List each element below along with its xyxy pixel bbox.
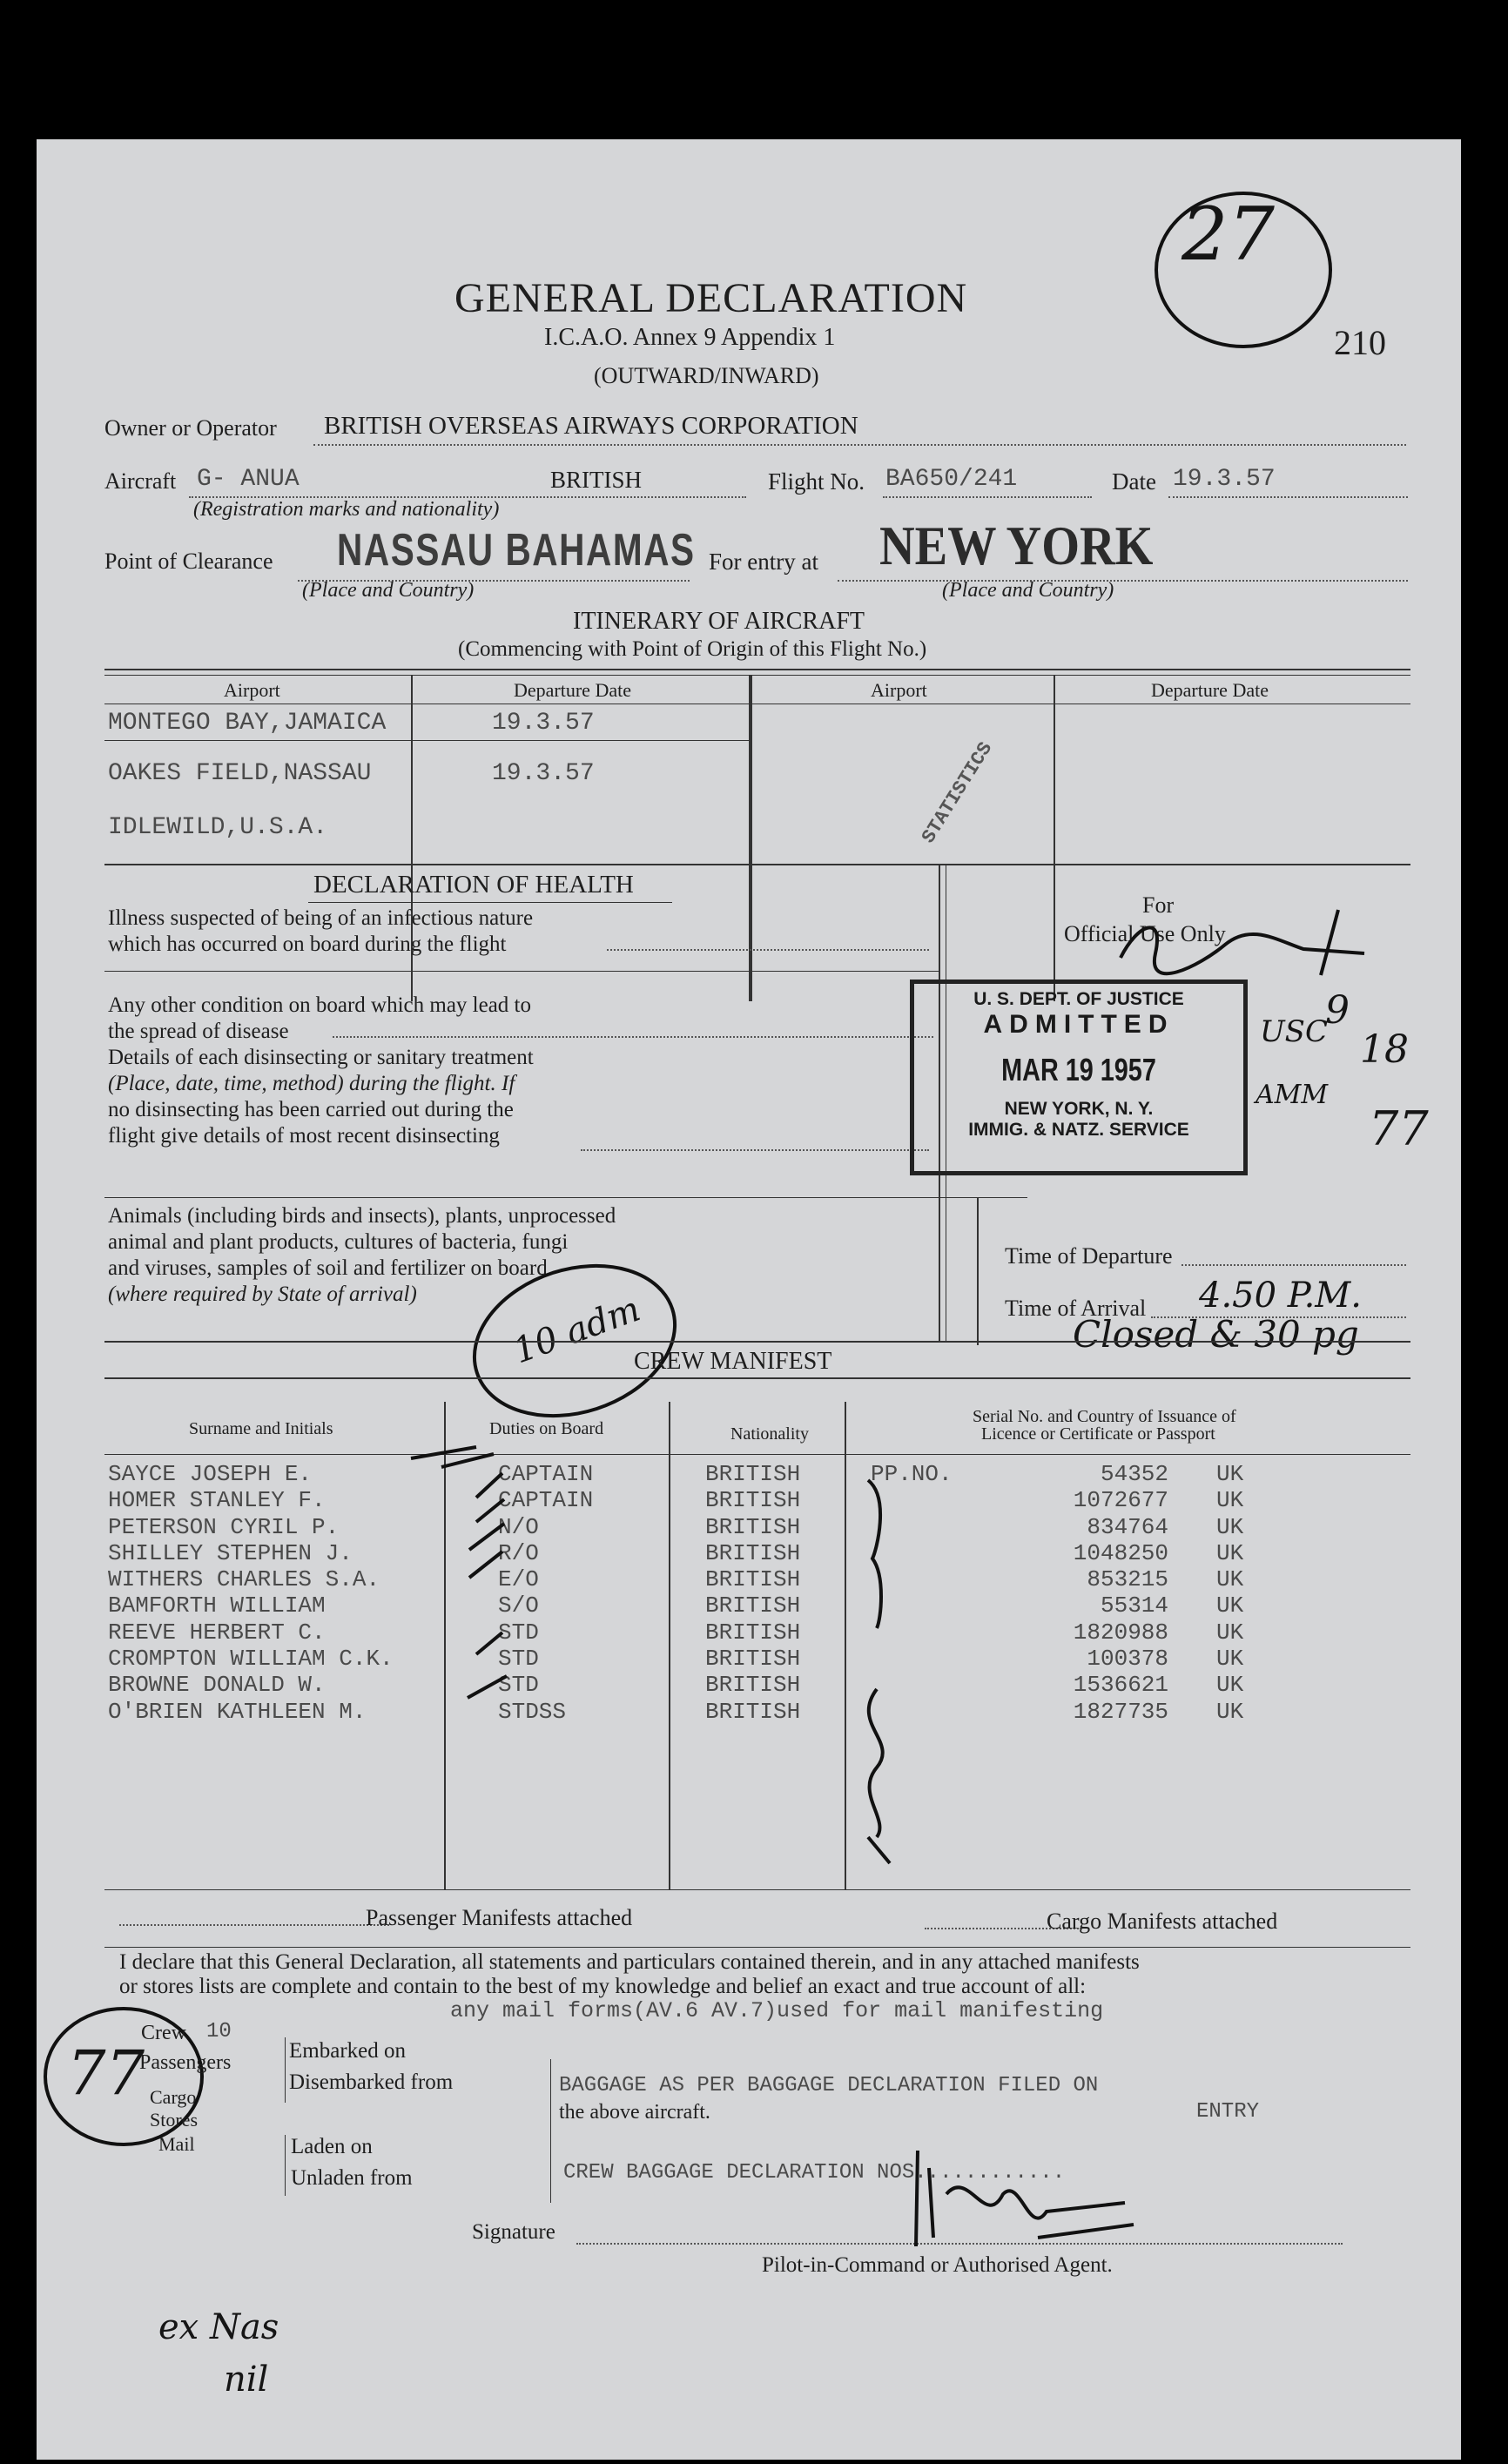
date-dotline [1168,496,1408,498]
baggage-bracket [550,2059,551,2203]
crew-name: O'BRIEN KATHLEEN M. [108,1698,367,1725]
crew-title-rule [104,1377,1410,1379]
itinerary-date-2: 19.3.57 [492,760,595,787]
laden-label: Laden on [291,2135,373,2158]
itinerary-airport-3: IDLEWILD,U.S.A. [108,814,328,841]
embark-bracket [285,2037,286,2103]
health-title: DECLARATION OF HEALTH [313,871,634,899]
disembarked-label: Disembarked from [289,2070,454,2094]
crew-serial: 1820988 [1073,1619,1168,1646]
form-title: GENERAL DECLARATION [454,275,968,321]
official-note-amm: AMM [1256,1080,1329,1110]
passengers-label: Passengers [139,2051,232,2074]
crew-duty: CAPTAIN [498,1487,594,1514]
health-title-underline [308,902,672,903]
form-subtitle: I.C.A.O. Annex 9 Appendix 1 [544,324,836,351]
animals-label: Animals (including birds and insects), plants, unprocessed animal and plant products, cultures of bacteria, fungi and viruses, samples of soil and fertilizer on board (where required by State of arrival) [108,1204,616,1306]
itinerary-header-airport-2: Airport [871,679,927,701]
arrival-handwritten-note: Closed & 30 pg [1073,1313,1359,1356]
crew-count-label: Crew [141,2022,186,2044]
declaration-typed: any mail forms(AV.6 AV.7)used for mail manifesting [450,1998,1104,2023]
entry-value: NEW YORK [879,515,1154,576]
crew-country: UK [1216,1539,1244,1566]
mail-label: Mail [158,2133,195,2155]
itinerary-airport-1: MONTEGO BAY,JAMAICA [108,710,387,737]
crew-nationality: BRITISH [705,1646,801,1673]
crew-header-serial-1: Serial No. and Country of Issuance of [973,1407,1236,1426]
departure-dotline [1181,1264,1406,1266]
statistics-stamp: STATISTICS [918,738,998,848]
owner-label: Owner or Operator [104,415,277,441]
crew-country: UK [1216,1566,1244,1593]
itinerary-header-date-1: Departure Date [514,679,631,701]
departure-time-label: Time of Departure [1005,1243,1173,1269]
itinerary-date-1: 19.3.57 [492,710,595,737]
crew-header-duties: Duties on Board [489,1419,604,1438]
official-note-usc: USC [1260,1014,1328,1049]
crew-duty: STDSS [498,1698,567,1725]
bottom-note-1: ex Nas [158,2307,279,2347]
official-for: For [1142,892,1175,918]
owner-value: BRITISH OVERSEAS AIRWAYS CORPORATION [324,412,858,440]
crew-serial: 1072677 [1073,1487,1168,1514]
clearance-label: Point of Clearance [104,549,273,574]
crew-name: PETERSON CYRIL P. [108,1513,340,1540]
crew-count-value: 10 [206,2020,232,2043]
admitted-stamp: U. S. DEPT. OF JUSTICE ADMITTED MAR 19 1957 NEW YORK, N. Y. IMMIG. & NATZ. SERVICE [910,980,1248,1175]
arrival-time-value: 4.50 P.M. [1199,1276,1362,1316]
declaration-line-2: or stores lists are complete and contain to the best of my knowledge and belief an exact and true account of all: [119,1975,1087,1998]
itinerary-subtitle: (Commencing with Point of Origin of this Flight No.) [458,637,927,661]
baggage-typed: BAGGAGE AS PER BAGGAGE DECLARATION FILED ON [559,2074,1099,2097]
crew-duty: N/O [498,1513,539,1540]
laden-bracket [285,2135,286,2196]
itinerary-title: ITINERARY OF AIRCRAFT [573,608,865,635]
arrival-time-label: Time of Arrival [1005,1296,1147,1321]
manifest-rule [104,1889,1410,1890]
crew-duty: S/O [498,1592,539,1619]
clearance-value: NASSAU BAHAMAS [337,525,696,576]
crew-country: UK [1216,1487,1244,1514]
crew-country: UK [1216,1646,1244,1673]
crew-nationality-column [705,1461,800,1725]
entry-dotline [838,580,1408,582]
crew-nationality: BRITISH [705,1698,801,1725]
crew-serial: 834764 [1087,1513,1168,1540]
crew-names-column [108,1461,394,1725]
crew-header-rule [104,1454,1410,1455]
crew-nationality: BRITISH [705,1487,801,1514]
itinerary-airport-2: OAKES FIELD,NASSAU [108,760,372,787]
crew-serial: 55314 [1100,1592,1168,1619]
passenger-dotline [119,1924,389,1926]
crew-nationality: BRITISH [705,1539,801,1566]
crew-checkmarks [407,1437,520,1715]
crew-count-note: 10 adm [508,1289,646,1372]
crew-name: HOMER STANLEY F. [108,1487,326,1514]
pp-no-prefix: PP.NO. [871,1461,953,1487]
unladen-label: Unladen from [291,2166,413,2190]
itinerary-row-rule-1 [104,740,749,741]
declaration-line-1: I declare that this General Declaration, all statements and particulars contained therein, and in any attached manifests [119,1950,1140,1974]
itinerary-bottom-rule [104,864,1410,865]
crew-header-nationality: Nationality [730,1424,809,1444]
other-condition-label: Any other condition on board which may lead to the spread of disease [108,993,531,1043]
official-signature-scribble [1103,905,1382,984]
crew-name: WITHERS CHARLES S.A. [108,1566,380,1593]
crew-name: SAYCE JOSEPH E. [108,1461,313,1487]
entry-place-note: (Place and Country) [942,579,1114,602]
aircraft-nationality: BRITISH [550,467,643,493]
crew-serial: 853215 [1087,1566,1168,1593]
health-rule-2 [104,1197,1027,1198]
declaration-rule [104,1947,1410,1948]
crew-country-column [1216,1461,1243,1725]
crew-country: UK [1216,1619,1244,1646]
crew-nationality: BRITISH [705,1461,801,1487]
direction-label: (OUTWARD/INWARD) [594,363,819,388]
stores-label: Stores [150,2109,198,2131]
crew-country: UK [1216,1513,1244,1540]
crew-name: BROWNE DONALD W. [108,1672,326,1699]
embarked-label: Embarked on [289,2039,406,2063]
crew-baggage-typed: CREW BAGGAGE DECLARATION NOS............ [563,2161,1066,2185]
itinerary-top-rule-2 [104,675,1410,676]
official-num-3: 77 [1369,1101,1429,1156]
crew-duty: E/O [498,1566,539,1593]
times-divider [977,1197,979,1345]
crew-nationality: BRITISH [705,1513,801,1540]
cargo-count-label: Cargo [150,2086,197,2108]
crew-serial: 1048250 [1073,1539,1168,1566]
crew-title: CREW MANIFEST [634,1348,832,1375]
crew-country: UK [1216,1698,1244,1725]
crew-serial: 1536621 [1073,1672,1168,1699]
crew-serial: 100378 [1087,1646,1168,1673]
itinerary-col-divider-3 [1054,675,1055,1001]
other-dotline [333,1036,933,1038]
illness-dotline [607,949,929,951]
itinerary-col-divider-2 [749,675,752,1001]
crew-country: UK [1216,1672,1244,1699]
crew-col-divider-2 [669,1402,670,1889]
disinsecting-label: Details of each disinsecting or sanitary treatment (Place, date, time, method) during the flight. If no disinsecting has been carried out during the flight give details of most recent disinsecting [108,1046,534,1148]
disinsect-dotline [581,1149,929,1151]
crew-nationality: BRITISH [705,1672,801,1699]
itinerary-top-rule [104,669,1410,670]
crew-serial: 54352 [1100,1461,1168,1487]
crew-duty: CAPTAIN [498,1461,594,1487]
itinerary-header-date-2: Departure Date [1151,679,1269,701]
crew-duty: STD [498,1672,539,1699]
signature-role: Pilot-in-Command or Authorised Agent. [762,2253,1113,2277]
clearance-place-note: (Place and Country) [302,579,475,602]
crew-header-name: Surname and Initials [189,1419,333,1438]
crew-top-rule [104,1341,1410,1343]
form-sheet [37,139,1461,2460]
crew-name: BAMFORTH WILLIAM [108,1592,326,1619]
owner-dotline [313,444,1406,446]
crew-nationality: BRITISH [705,1566,801,1593]
crew-duty: STD [498,1619,539,1646]
aircraft-label: Aircraft [104,468,177,494]
entry-label: For entry at [709,549,818,575]
date-label: Date [1112,468,1156,495]
crew-country: UK [1216,1592,1244,1619]
above-aircraft-label: the above aircraft. [559,2101,710,2124]
official-num-2: 18 [1360,1027,1409,1072]
top-handwritten-number: 27 [1181,192,1275,277]
health-rule-1 [104,971,939,972]
official-use-only: Official Use Only [1064,921,1226,946]
official-num-1: 9 [1325,988,1350,1033]
crew-nationality: BRITISH [705,1619,801,1646]
counts-circled-value: 77 [67,2037,145,2109]
flight-label: Flight No. [768,468,865,495]
flight-dotline [883,496,1092,498]
crew-nationality: BRITISH [705,1592,801,1619]
crew-duty: STD [498,1646,539,1673]
flight-date: 19.3.57 [1173,466,1276,493]
cargo-manifests-label: Cargo Manifests attached [1047,1909,1278,1934]
itinerary-header-airport-1: Airport [224,679,280,701]
entry-typed: ENTRY [1196,2100,1260,2124]
signature-label: Signature [472,2220,555,2244]
crew-name: REEVE HERBERT C. [108,1619,326,1646]
aircraft-registration: G- ANUA [197,466,300,493]
nationality-bracket [838,1428,907,1915]
crew-serial: 1827735 [1073,1698,1168,1725]
illness-label: Illness suspected of being of an infectious nature which has occurred on board during the flight [108,906,534,956]
crew-name: SHILLEY STEPHEN J. [108,1539,353,1566]
crew-country: UK [1216,1461,1244,1487]
passenger-manifests-label: Passenger Manifests attached [366,1905,633,1930]
crew-name: CROMPTON WILLIAM C.K. [108,1646,394,1673]
bottom-note-2: nil [224,2360,269,2400]
crew-duty: R/O [498,1539,539,1566]
registration-note: (Registration marks and nationality) [193,498,500,521]
crew-header-serial-2: Licence or Certificate or Passport [981,1424,1215,1444]
page-number: 210 [1334,323,1386,362]
flight-number: BA650/241 [885,466,1018,493]
crew-serial-column [1047,1461,1168,1725]
